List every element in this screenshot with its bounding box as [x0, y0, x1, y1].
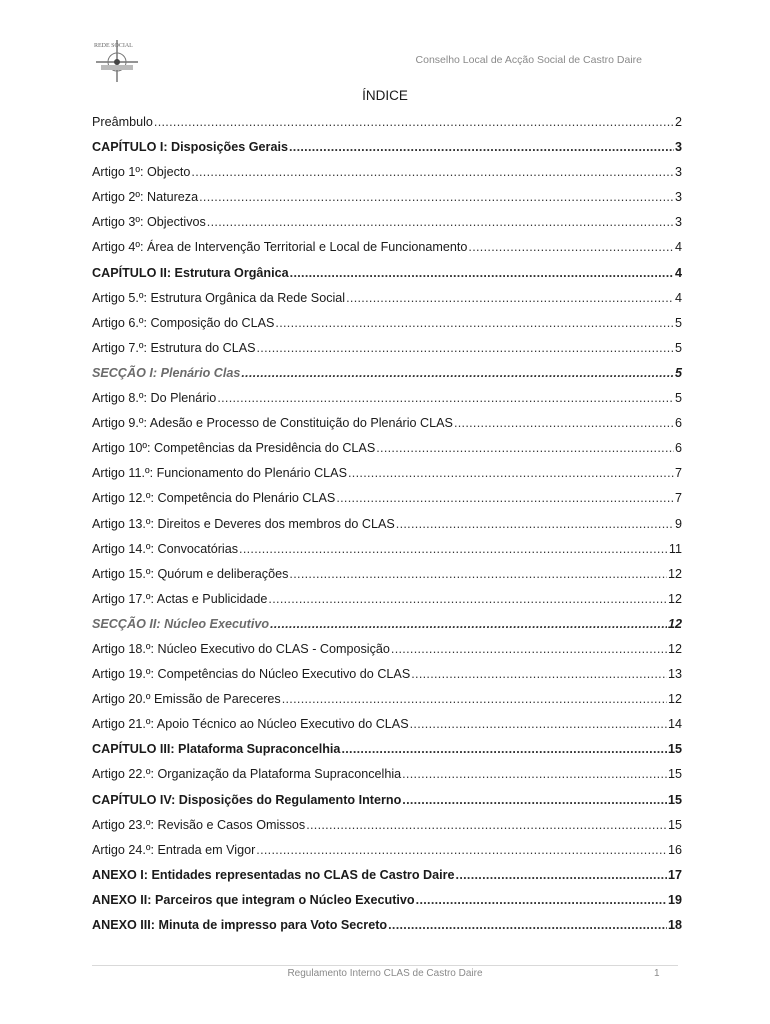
toc-leader-dots [199, 185, 674, 210]
toc-entry[interactable] [92, 210, 682, 235]
toc-entry[interactable] [92, 813, 682, 838]
toc-leader-dots [207, 210, 674, 235]
toc-leader-dots [388, 913, 667, 938]
toc-entry[interactable] [92, 135, 682, 160]
toc-entry-page: 11 [668, 541, 682, 556]
toc-entry-title: ANEXO I: Entidades representadas no CLAS de Castro Daire [92, 867, 455, 882]
toc-entry-page: 12 [667, 692, 682, 707]
toc-entry-page: 5 [674, 391, 682, 406]
toc-entry-title: Artigo 19.º: Competências do Núcleo Executivo do CLAS [92, 667, 411, 682]
toc-entry[interactable] [92, 512, 682, 537]
toc-leader-dots [275, 311, 674, 336]
toc-leader-dots [416, 888, 667, 913]
toc-entry[interactable] [92, 788, 682, 813]
toc-entry-page: 2 [674, 115, 682, 129]
toc-leader-dots [454, 411, 674, 436]
toc-entry-title: Artigo 4º: Área de Intervenção Territorial e Local de Funcionamento [92, 240, 468, 255]
toc-entry-title: Artigo 21.º: Apoio Técnico ao Núcleo Executivo do CLAS [92, 717, 409, 732]
table-of-contents [92, 110, 682, 938]
toc-leader-dots [346, 286, 674, 311]
toc-entry-page: 12 [667, 566, 682, 581]
toc-entry[interactable] [92, 537, 682, 562]
rede-social-logo [92, 38, 142, 84]
toc-entry-title: SECÇÃO II: Núcleo Executivo [92, 616, 270, 631]
toc-entry-page: 4 [674, 240, 682, 255]
toc-entry-page: 4 [674, 265, 682, 280]
toc-entry-page: 3 [674, 165, 682, 180]
toc-leader-dots [396, 512, 674, 537]
header-organization: Conselho Local de Acção Social de Castro Daire [415, 54, 642, 66]
toc-entry-title: Artigo 8.º: Do Plenário [92, 391, 217, 406]
toc-entry-page: 5 [674, 340, 682, 355]
toc-leader-dots [257, 336, 674, 361]
toc-entry[interactable] [92, 336, 682, 361]
toc-entry-title: Artigo 6.º: Composição do CLAS [92, 315, 275, 330]
toc-entry-title: Artigo 2º: Natureza [92, 190, 199, 205]
toc-entry-title: CAPÍTULO III: Plataforma Supraconcelhia [92, 742, 341, 757]
toc-entry[interactable] [92, 160, 682, 185]
toc-entry-title: CAPÍTULO II: Estrutura Orgânica [92, 265, 289, 280]
toc-entry-page: 12 [667, 616, 682, 631]
toc-entry-page: 15 [667, 792, 682, 807]
footer-document-name: Regulamento Interno CLAS de Castro Daire [287, 968, 483, 979]
toc-entry-page: 18 [667, 918, 682, 932]
toc-entry-page: 13 [667, 667, 682, 682]
toc-entry-page: 12 [667, 591, 682, 606]
toc-entry-title: Artigo 20.º Emissão de Pareceres [92, 692, 281, 707]
toc-entry-page: 17 [667, 867, 682, 882]
toc-entry[interactable] [92, 612, 682, 637]
toc-entry[interactable] [92, 386, 682, 411]
toc-entry[interactable] [92, 737, 682, 762]
toc-entry-page: 7 [674, 491, 682, 506]
toc-leader-dots [241, 361, 674, 386]
toc-leader-dots [402, 762, 667, 787]
toc-entry-title: Artigo 7.º: Estrutura do CLAS [92, 340, 256, 355]
toc-leader-dots [391, 637, 667, 662]
toc-entry-page: 6 [674, 416, 682, 431]
toc-leader-dots [239, 537, 668, 562]
toc-entry[interactable] [92, 687, 682, 712]
toc-leader-dots [191, 160, 674, 185]
toc-entry-title: Artigo 11.º: Funcionamento do Plenário CLAS [92, 466, 347, 481]
toc-entry[interactable] [92, 662, 682, 687]
toc-entry[interactable] [92, 361, 682, 386]
toc-entry-title: Artigo 15.º: Quórum e deliberações [92, 566, 289, 581]
toc-entry[interactable] [92, 637, 682, 662]
toc-entry-page: 12 [667, 641, 682, 656]
toc-entry[interactable] [92, 311, 682, 336]
toc-title: ÍNDICE [362, 88, 408, 103]
toc-entry-page: 3 [674, 190, 682, 205]
toc-entry-page: 5 [674, 315, 682, 330]
toc-leader-dots [411, 662, 667, 687]
toc-entry-title: Artigo 10º: Competências da Presidência do CLAS [92, 441, 376, 456]
toc-entry-title: Artigo 13.º: Direitos e Deveres dos membros do CLAS [92, 516, 395, 531]
toc-entry[interactable] [92, 411, 682, 436]
toc-leader-dots [270, 612, 667, 637]
toc-entry-page: 14 [667, 717, 682, 732]
toc-entry[interactable] [92, 863, 682, 888]
toc-entry-page: 15 [667, 767, 682, 782]
toc-entry-title: Artigo 1º: Objecto [92, 165, 191, 180]
toc-entry-page: 3 [674, 140, 682, 155]
toc-leader-dots [290, 261, 674, 286]
footer-page-number: 1 [654, 968, 660, 979]
toc-entry-title: CAPÍTULO IV: Disposições do Regulamento Interno [92, 792, 402, 807]
toc-entry-title: Artigo 23.º: Revisão e Casos Omissos [92, 817, 306, 832]
toc-entry-page: 5 [674, 365, 682, 380]
toc-entry-title: ANEXO II: Parceiros que integram o Núcleo Executivo [92, 892, 415, 907]
toc-entry-title: Artigo 22.º: Organização da Plataforma Supraconcelhia [92, 767, 402, 782]
toc-entry-page: 6 [674, 441, 682, 456]
toc-leader-dots [402, 788, 667, 813]
toc-entry[interactable] [92, 185, 682, 210]
footer-divider [92, 965, 678, 966]
toc-leader-dots [456, 863, 667, 888]
toc-entry[interactable] [92, 436, 682, 461]
toc-leader-dots [289, 135, 674, 160]
toc-entry-page: 15 [667, 817, 682, 832]
toc-entry-title: ANEXO III: Minuta de impresso para Voto Secreto [92, 918, 388, 932]
toc-leader-dots [410, 712, 667, 737]
toc-entry-page: 9 [674, 516, 682, 531]
toc-entry[interactable] [92, 762, 682, 787]
toc-entry-title: Artigo 14.º: Convocatórias [92, 541, 239, 556]
toc-entry-title: Artigo 18.º: Núcleo Executivo do CLAS - Composição [92, 641, 390, 656]
toc-leader-dots [217, 386, 674, 411]
toc-entry-page: 15 [667, 742, 682, 757]
toc-leader-dots [376, 436, 674, 461]
toc-entry[interactable] [92, 261, 682, 286]
toc-leader-dots [468, 235, 674, 260]
toc-entry-title: Artigo 3º: Objectivos [92, 215, 206, 230]
toc-entry[interactable] [92, 712, 682, 737]
toc-leader-dots [348, 461, 674, 486]
toc-entry-title: Artigo 17.º: Actas e Publicidade [92, 591, 268, 606]
toc-leader-dots [336, 486, 674, 511]
toc-entry[interactable] [92, 888, 682, 913]
toc-entry-title: Artigo 24.º: Entrada em Vigor [92, 842, 256, 857]
toc-entry-page: 4 [674, 290, 682, 305]
toc-leader-dots [256, 838, 667, 863]
toc-leader-dots [306, 813, 667, 838]
toc-leader-dots [282, 687, 667, 712]
svg-text:REDE SOCIAL: REDE SOCIAL [94, 43, 133, 49]
toc-entry[interactable] [92, 486, 682, 511]
toc-leader-dots [268, 587, 667, 612]
toc-entry[interactable] [92, 587, 682, 612]
toc-entry-page: 7 [674, 466, 682, 481]
toc-entry[interactable] [92, 286, 682, 311]
toc-entry[interactable] [92, 110, 682, 135]
toc-entry[interactable] [92, 838, 682, 863]
toc-entry-title: SECÇÃO I: Plenário Clas [92, 365, 241, 380]
toc-entry-title: Artigo 5.º: Estrutura Orgânica da Rede Social [92, 290, 346, 305]
toc-entry[interactable] [92, 562, 682, 587]
toc-entry-title: Artigo 12.º: Competência do Plenário CLAS [92, 491, 336, 506]
toc-entry-title: CAPÍTULO I: Disposições Gerais [92, 140, 288, 155]
toc-entry-page: 3 [674, 215, 682, 230]
toc-leader-dots [289, 562, 667, 587]
toc-entry[interactable] [92, 235, 682, 260]
toc-entry-title: Preâmbulo [92, 115, 153, 129]
toc-leader-dots [154, 110, 674, 135]
toc-leader-dots [341, 737, 667, 762]
toc-entry-page: 19 [667, 892, 682, 907]
toc-entry[interactable] [92, 461, 682, 486]
toc-entry[interactable] [92, 913, 682, 938]
toc-entry-title: Artigo 9.º: Adesão e Processo de Constituição do Plenário CLAS [92, 416, 453, 431]
toc-entry-page: 16 [667, 842, 682, 857]
